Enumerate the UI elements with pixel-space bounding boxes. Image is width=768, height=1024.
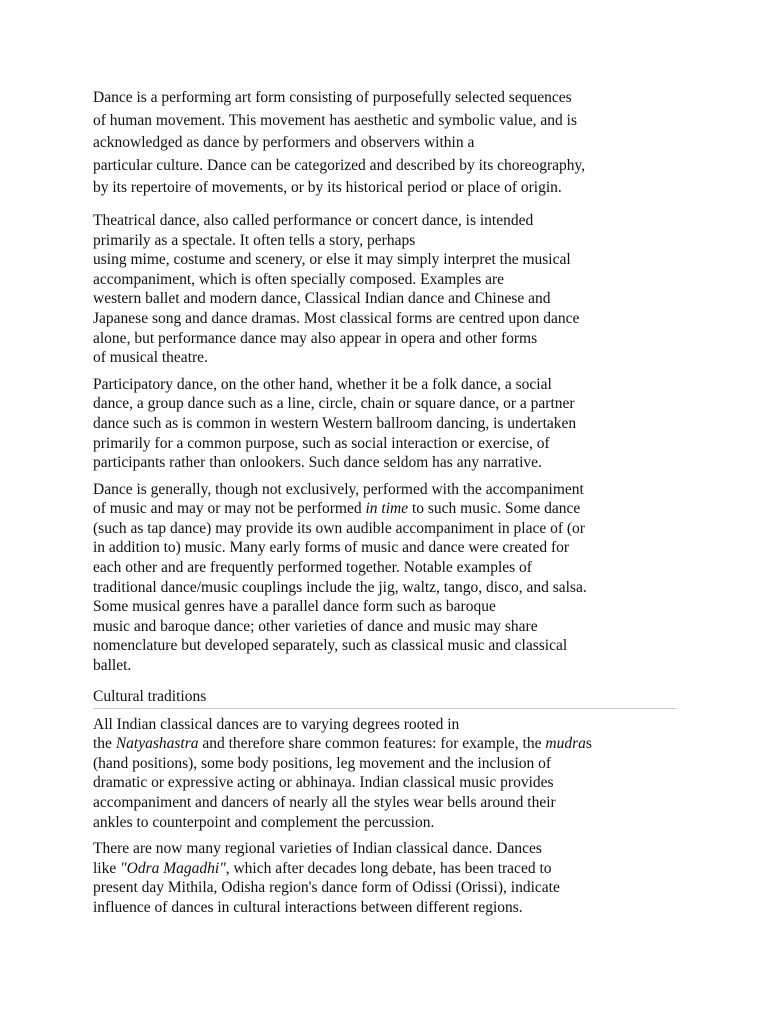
- text-line: ballet.: [93, 657, 132, 675]
- section-heading: Cultural traditions: [93, 687, 676, 709]
- italic-term: in time: [365, 500, 409, 518]
- text-line: of musical theatre.: [93, 349, 208, 367]
- text-line: influence of dances in cultural interactions between different regions.: [93, 898, 523, 916]
- text-line: primarily as a spectale. It often tells a story, perhaps: [93, 231, 416, 249]
- text-line: Participatory dance, on the other hand, whether it be a folk dance, a social: [93, 375, 552, 393]
- text-line: There are now many regional varieties of Indian classical dance. Dances: [93, 840, 542, 858]
- text-line: particular culture. Dance can be categorized and described by its choreography,: [93, 156, 586, 174]
- text-line: each other and are frequently performed together. Notable examples of: [93, 559, 532, 577]
- text-segment: to such music. Some dance: [408, 500, 581, 518]
- text-segment: the: [93, 735, 116, 753]
- text-line: present day Mithila, Odisha region's dance form of Odissi (Orissi), indicate: [93, 879, 560, 897]
- text-line: primarily for a common purpose, such as social interaction or exercise, of: [93, 434, 550, 452]
- paragraph-regional-varieties: [93, 839, 676, 917]
- paragraph-dance-definition: [93, 87, 676, 200]
- text-line: dance, a group dance such as a line, circle, chain or square dance, or a partner: [93, 395, 575, 413]
- italic-term: Natyashastra: [115, 735, 199, 753]
- text-line: using mime, costume and scenery, or else it may simply interpret the musical: [93, 251, 571, 269]
- italic-term: "Odra Magadhi": [120, 859, 226, 877]
- text-line: participants rather than onlookers. Such dance seldom has any narrative.: [93, 454, 542, 472]
- text-line: Japanese song and dance dramas. Most classical forms are centred upon dance: [93, 309, 580, 327]
- paragraph-participatory-dance: [93, 375, 676, 473]
- text-segment: and therefore share common features: for example, the: [198, 735, 546, 753]
- text-line: alone, but performance dance may also appear in opera and other forms: [93, 329, 538, 347]
- paragraph-dance-and-music: [93, 480, 676, 676]
- text-line: All Indian classical dances are to varying degrees rooted in: [93, 715, 460, 733]
- text-line: (such as tap dance) may provide its own audible accompaniment in place of (or: [93, 519, 585, 537]
- text-line: accompaniment, which is often specially composed. Examples are: [93, 270, 505, 288]
- text-line: western ballet and modern dance, Classical Indian dance and Chinese and: [93, 290, 551, 308]
- paragraph-theatrical-dance: [93, 211, 676, 368]
- text-line: (hand positions), some body positions, leg movement and the inclusion of: [93, 754, 552, 772]
- text-segment: s: [585, 735, 592, 753]
- text-line: Some musical genres have a parallel dance form such as baroque: [93, 598, 496, 616]
- text-line: Theatrical dance, also called performance or concert dance, is intended: [93, 211, 534, 229]
- text-line: nomenclature but developed separately, such as classical music and classical: [93, 637, 568, 655]
- text-line: music and baroque dance; other varieties of dance and music may share: [93, 617, 538, 635]
- paragraph-indian-classical-dance: [93, 715, 676, 833]
- text-line: dramatic or expressive acting or abhinaya. Indian classical music provides: [93, 774, 554, 792]
- text-line: Dance is generally, though not exclusively, performed with the accompaniment: [93, 480, 584, 498]
- text-line: in addition to) music. Many early forms of music and dance were created for: [93, 539, 570, 557]
- italic-term: mudra: [545, 735, 586, 753]
- text-segment: , which after decades long debate, has been traced to: [225, 859, 552, 877]
- text-line: ankles to counterpoint and complement the percussion.: [93, 813, 435, 831]
- text-line: Dance is a performing art form consisting of purposefully selected sequences: [93, 89, 572, 106]
- text-line: acknowledged as dance by performers and observers within a: [93, 134, 475, 152]
- text-line: by its repertoire of movements, or by its historical period or place of origin.: [93, 179, 562, 197]
- text-segment: like: [93, 859, 121, 877]
- text-line: accompaniment and dancers of nearly all the styles wear bells around their: [93, 794, 556, 811]
- text-line: dance such as is common in western Western ballroom dancing, is undertaken: [93, 414, 577, 432]
- text-line: traditional dance/music couplings include the jig, waltz, tango, disco, and salsa.: [93, 578, 587, 596]
- text-segment: of music and may or may not be performed: [93, 500, 366, 518]
- text-line: of human movement. This movement has aesthetic and symbolic value, and is: [93, 111, 577, 129]
